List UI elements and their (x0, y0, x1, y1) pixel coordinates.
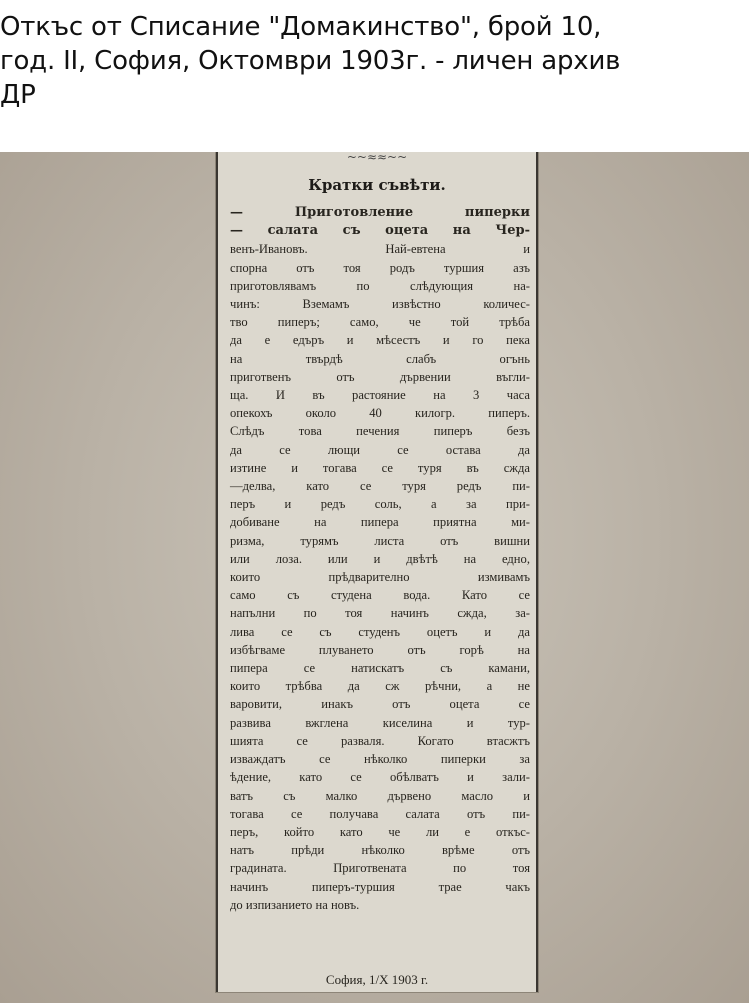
article-line: ща. И въ растояние на 3 часа (230, 388, 530, 403)
article-line: или лоза. или и двѣтѣ на едно, (230, 551, 530, 566)
article-line: —делва, като се туря редъ пи- (230, 479, 530, 494)
article-line: тогава се получава салата отъ пи- (230, 806, 530, 821)
article-line: изтине и тогава се туря въ сжда (230, 460, 530, 475)
article-line: да се лющи се остава да (230, 442, 530, 457)
newspaper-clipping (216, 152, 538, 992)
article-line: тво пиперъ; само, че той трѣба (230, 315, 530, 330)
article-line: опекохъ около 40 килогр. пиперъ. (230, 406, 530, 421)
article-line: градината. Приготвената по тоя (230, 861, 530, 876)
article-line: изваждатъ се нѣколко пиперки за (230, 752, 530, 767)
article-line: пипера се натискатъ съ камани, (230, 661, 530, 676)
article-line: избѣгваме плуването отъ горѣ на (230, 642, 530, 657)
article-line: перъ, който като че ли е откъс- (230, 824, 530, 839)
article-line: на твърдѣ слабъ огънь (230, 351, 530, 366)
article-line: начинъ пиперъ-туршия трае чакъ (230, 879, 530, 894)
article-line: които трѣбва да сж рѣчни, а не (230, 679, 530, 694)
article-line: само съ студена вода. Като се (230, 588, 530, 603)
article-body (230, 204, 530, 914)
article-line: Слѣдъ това печения пиперъ безъ (230, 424, 530, 439)
article-line: — салата съ оцета на Чер- (230, 223, 530, 239)
article-line: спорна отъ тоя родъ туршия азъ (230, 260, 530, 275)
article-signature: София, 1/X 1903 г. (325, 972, 429, 987)
article-line: натъ прѣди нѣколко врѣме отъ (230, 843, 530, 858)
article-line: които прѣдварително измивамъ (230, 570, 530, 585)
article-line: ризма, турямъ листа отъ вишни (230, 533, 530, 548)
article-line: ѣдение, като се обѣлватъ и зали- (230, 770, 530, 785)
article-line: до изпизанието на новъ. (230, 897, 360, 912)
caption-line-1: Откъс от Списание "Домакинство", брой 10, (0, 12, 602, 42)
article-line: перъ и редъ соль, а за при- (230, 497, 530, 512)
article-line: венъ-Ивановъ. Най-евтена и (230, 242, 530, 257)
article-line: развива вжглена киселина и тур- (230, 715, 530, 730)
article-line: приготовлявамъ по слѣдующия на- (230, 278, 530, 293)
article-line: да е едъръ и мѣсестъ и го пека (230, 333, 530, 348)
caption-line-2: год. II, София, Октомври 1903г. - личен архив (0, 46, 621, 76)
article-line: варовити, инакъ отъ оцета се (230, 697, 530, 712)
caption (0, 10, 740, 112)
ornament: ~~≈≈~~ (346, 152, 408, 164)
column-rule-right (536, 152, 538, 992)
article-heading: Кратки съвѣти. (308, 176, 446, 194)
article-line: — Приготовление пиперки (230, 205, 530, 220)
article-line: чинъ: Вземамъ извѣстно количес- (230, 297, 530, 312)
article-line: напълни по тоя начинъ сжда, за- (230, 606, 530, 621)
article-line: ватъ съ малко дървено масло и (230, 788, 530, 803)
caption-line-3: ДР (0, 80, 36, 110)
newspaper-photo (0, 152, 749, 1003)
article-line: лива се съ студенъ оцетъ и да (230, 624, 530, 639)
article-line: шията се разваля. Когато втасжтъ (230, 733, 530, 748)
article-line: приготвенъ отъ дървении въгли- (230, 369, 530, 384)
article-line: добиване на пипера приятна ми- (230, 515, 530, 530)
column-rule-left (216, 152, 218, 992)
